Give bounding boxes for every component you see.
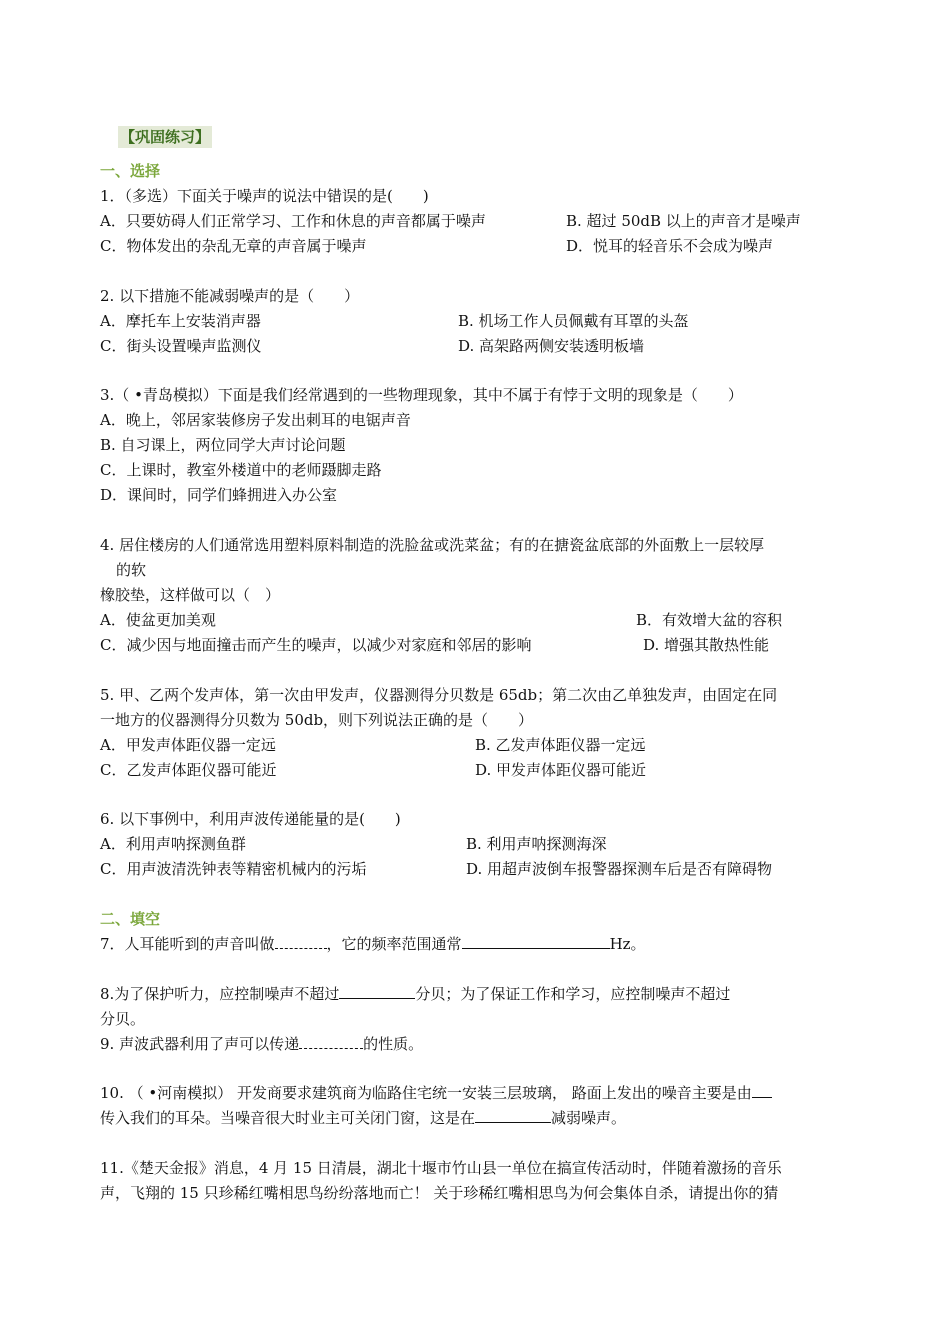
q8-blank-1[interactable] <box>339 984 415 999</box>
exercise-header: 【巩固练习】 <box>120 128 211 146</box>
section-choice-title: 一、选择 <box>100 162 161 180</box>
q3-option-d: D．课间时，同学们蜂拥进入办公室 <box>100 486 338 504</box>
q7-blank-1[interactable] <box>275 934 327 949</box>
q7-text-3: Hz。 <box>609 935 646 953</box>
q6-option-d: D. 用超声波倒车报警器探测车后是否有障碍物 <box>466 860 773 878</box>
q6-option-c: C．用声波清洗钟表等精密机械内的污垢 <box>100 860 367 878</box>
q8-text-1: 8.为了保护听力，应控制噪声不超过 <box>100 985 340 1003</box>
q4-stem-line1: 4. 居住楼房的人们通常选用塑料原料制造的洗脸盆或洗菜盆；有的在搪瓷盆底部的外面敷上一层较厚 <box>100 536 765 554</box>
q10-text-1: 10. （ •河南模拟） 开发商要求建筑商为临路住宅统一安装三层玻璃， 路面上发出的噪音主要是由 <box>100 1084 752 1102</box>
q3-option-b: B. 自习课上，两位同学大声讨论问题 <box>100 436 346 454</box>
q5-stem-line1: 5. 甲、乙两个发声体，第一次由甲发声，仪器测得分贝数是 65db；第二次由乙单独发声，由固定在同 <box>100 686 778 704</box>
q2-option-c: C．街头设置噪声监测仪 <box>100 337 262 355</box>
q7-text-2: ，它的频率范围通常 <box>326 935 462 953</box>
q7-text-1: 7．人耳能听到的声音叫做 <box>100 935 275 953</box>
q6-stem: 6. 以下事例中，利用声波传递能量的是( ) <box>100 810 401 828</box>
q2-stem: 2. 以下措施不能减弱噪声的是（ ） <box>100 287 360 305</box>
q7-line <box>100 934 646 954</box>
q11-line1: 11.《楚天金报》消息，4 月 15 日清晨，湖北十堰市竹山县一单位在搞宣传活动时，伴随着激扬的音乐 <box>100 1159 782 1177</box>
q5-option-b: B. 乙发声体距仪器一定远 <box>475 736 646 754</box>
q2-option-d: D. 高架路两侧安装透明板墙 <box>458 337 645 355</box>
q6-option-b: B. 利用声呐探测海深 <box>466 835 607 853</box>
q10-text-2: 传入我们的耳朵。当噪音很大时业主可关闭门窗，这是在 <box>100 1109 476 1127</box>
section-fill-title: 二、填空 <box>100 910 161 928</box>
q11-line2: 声，飞翔的 15 只珍稀红嘴相思鸟纷纷落地而亡！ 关于珍稀红嘴相思鸟为何会集体自杀，请提出你的猜 <box>100 1184 779 1202</box>
q10-blank-1[interactable] <box>752 1083 772 1098</box>
q4-option-c: C．减少因与地面撞击而产生的噪声，以减少对家庭和邻居的影响 <box>100 636 532 654</box>
q9-text-1: 9. 声波武器利用了声可以传递 <box>100 1035 300 1053</box>
q2-option-a: A．摩托车上安装消声器 <box>100 312 261 330</box>
q9-line <box>100 1034 423 1054</box>
q8-text-2: 分贝；为了保证工作和学习，应控制噪声不超过 <box>415 985 731 1003</box>
q8-line2: 分贝。 <box>100 1010 146 1028</box>
q10-text-3: 减弱噪声。 <box>551 1109 627 1127</box>
q1-option-d: D．悦耳的轻音乐不会成为噪声 <box>566 237 774 255</box>
q9-blank[interactable] <box>299 1034 363 1049</box>
q3-option-c: C．上课时，教室外楼道中的老师蹑脚走路 <box>100 461 382 479</box>
q10-blank-2[interactable] <box>475 1108 551 1123</box>
q1-option-b: B. 超过 50dB 以上的声音才是噪声 <box>566 212 801 230</box>
q4-stem-line2: 的软 <box>116 561 147 579</box>
q5-option-a: A．甲发声体距仪器一定远 <box>100 736 276 754</box>
q8-line1 <box>100 984 730 1004</box>
q4-option-b: B．有效增大盆的容积 <box>636 611 783 629</box>
q6-option-a: A．利用声呐探测鱼群 <box>100 835 246 853</box>
q1-stem: 1．（多选）下面关于噪声的说法中错误的是( ) <box>100 187 429 205</box>
q1-option-c: C．物体发出的杂乱无章的声音属于噪声 <box>100 237 367 255</box>
q4-option-d: D. 增强其散热性能 <box>643 636 770 654</box>
q10-line1 <box>100 1083 772 1103</box>
q7-blank-2[interactable] <box>462 934 610 949</box>
q10-line2 <box>100 1108 626 1128</box>
q4-option-a: A．使盆更加美观 <box>100 611 216 629</box>
q4-stem-line3: 橡胶垫，这样做可以（ ） <box>100 586 281 604</box>
q1-option-a: A．只要妨碍人们正常学习、工作和休息的声音都属于噪声 <box>100 212 486 230</box>
q5-stem-line2: 一地方的仪器测得分贝数为 50db，则下列说法正确的是（ ） <box>100 711 534 729</box>
q2-option-b: B. 机场工作人员佩戴有耳罩的头盔 <box>458 312 689 330</box>
q9-text-2: 的性质。 <box>363 1035 424 1053</box>
q5-option-c: C．乙发声体距仪器可能近 <box>100 761 277 779</box>
q3-stem: 3.（ •青岛模拟）下面是我们经常遇到的一些物理现象，其中不属于有悖于文明的现象是（ ） <box>100 386 743 404</box>
q5-option-d: D. 甲发声体距仪器可能近 <box>475 761 647 779</box>
q3-option-a: A．晚上，邻居家装修房子发出刺耳的电锯声音 <box>100 411 411 429</box>
